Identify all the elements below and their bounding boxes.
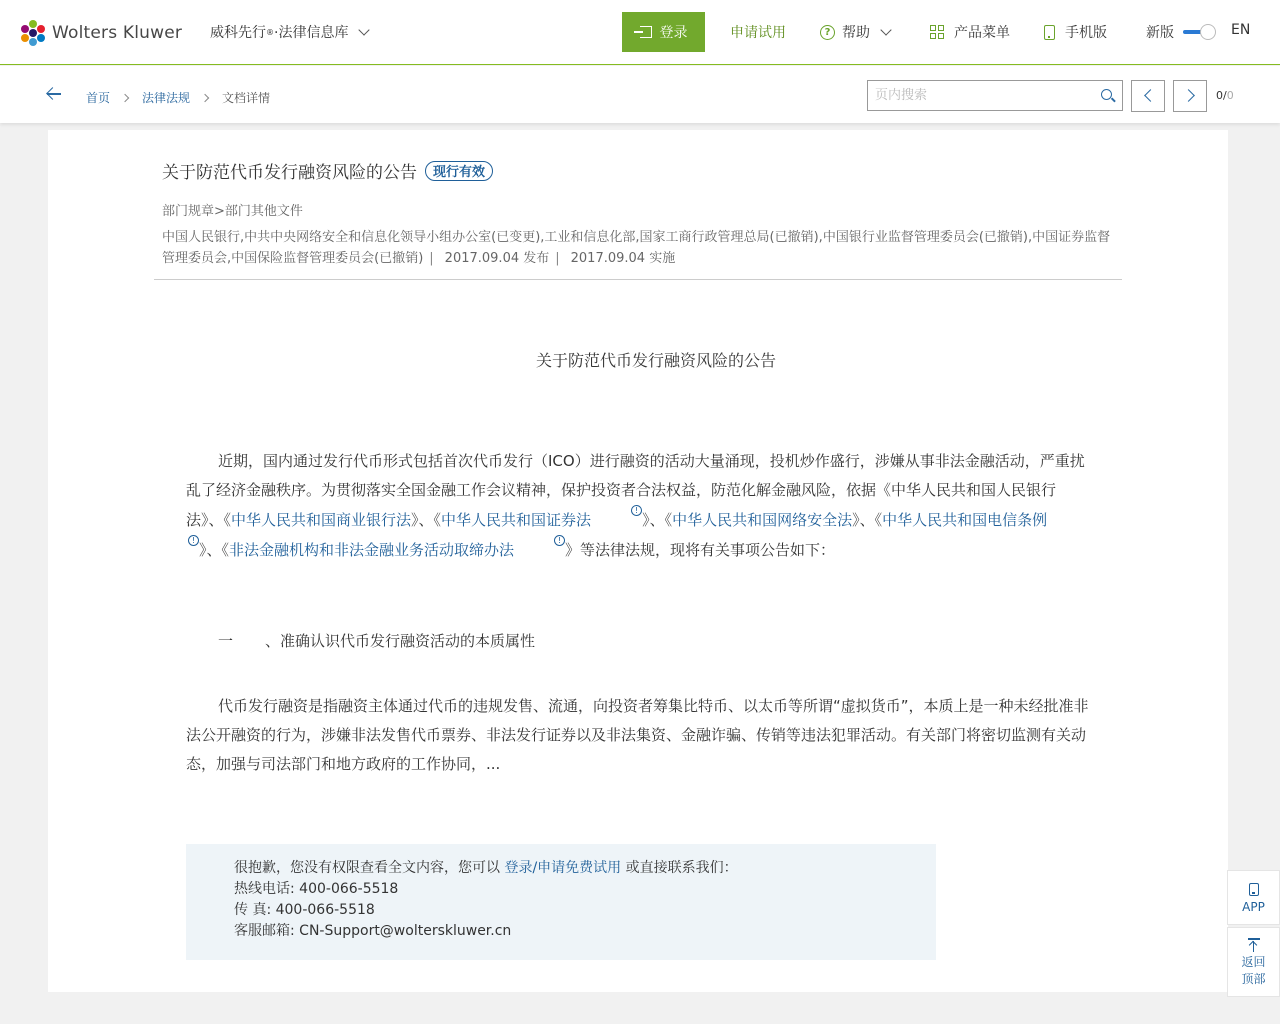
back-to-top-label-2: 顶部 [1241,972,1266,986]
chevron-left-icon [1144,89,1157,102]
support-email: 客服邮箱: CN-Support@wolterskluwer.cn [234,923,512,939]
mobile-version-link[interactable] [1044,22,1107,42]
body-paragraph-1: 近期，国内通过发行代币形式包括首次代币发行（ICO）进行融资的活动大量涌现，投机炒作盛行，涉嫌从事非法金融活动，严重扰乱了经济金融秩序。为贯彻落实全国金融工作会议精神，保护投资者合法权益，防范化解金融风险，依据《中华人民共和国人民银行法》、《中华人民共和国商业银行法》、《中华人民共和国证券法!》、《中华人民共和国网络安全法》、《中华人民共和国电信条例!》、《非法金融机构和非法金融业务活动取缔办法!》等法律法规，现将有关事项公告如下： [186,452,1085,559]
hotline: 热线电话: 400-066-5518 [234,881,399,897]
law-link-cybersecurity[interactable]: 中华人民共和国网络安全法 [672,511,853,529]
help-menu[interactable] [820,22,890,42]
chevron-right-icon [201,93,209,101]
registered-mark: ® [266,27,274,37]
top-header [0,0,1280,65]
chevron-right-icon [1182,89,1195,102]
section-title: 、准确认识代币发行融资活动的本质属性 [265,632,536,650]
body-paragraph-2: 代币发行融资是指融资主体通过代币的违规发售、流通，向投资者筹集比特币、以太币等所谓“虚拟货币”，本质上是一种未经批准非法公开融资的行为，涉嫌非法发售代币票券、非法发行证券以及非法集资、金融诈骗、传销等违法犯罪活动。有关部门将密切监测有关动态，加强与司法部门和地方政府的工作协同，... [186,697,1089,773]
previous-match-button[interactable] [1131,80,1165,112]
login-label: 登录 [659,25,688,41]
app-icon [1249,883,1259,896]
publish-date: 2017.09.04 发布 [444,251,550,266]
match-counter: 0/0 [1216,89,1234,102]
logo-icon [20,20,46,46]
help-label: 帮助 [842,25,870,41]
apply-trial-label: 申请试用 [730,25,786,41]
chevron-right-icon [121,93,129,101]
law-link-commercial-bank[interactable]: 中华人民共和国商业银行法 [231,511,412,529]
app-label: APP [1242,900,1265,914]
product-name: 威科先行 [210,25,266,41]
back-to-top-button[interactable] [1227,927,1280,997]
next-match-button[interactable] [1173,80,1207,112]
help-icon: ? [820,25,835,40]
in-page-search [867,80,1123,111]
product-menu-label: 产品菜单 [954,25,1010,41]
login-button[interactable] [622,12,705,52]
fax: 传 真: 400-066-5518 [234,902,375,918]
document-title-text: 关于防范代币发行融资风险的公告 [162,163,417,183]
product-menu[interactable] [930,22,1010,42]
language-switch[interactable]: EN [1231,22,1251,38]
access-notice [186,844,936,960]
in-page-search-input[interactable] [868,81,1088,110]
section-number: 一 [218,632,234,650]
document-panel [48,130,1228,992]
apply-trial-link[interactable] [730,22,786,42]
document-meta: 中国人民银行,中共中央网络安全和信息化领导小组办公室(已变更),工业和信息化部,国家工商行政管理总局(已撤销),中国银行业监督管理委员会(已撤销),中国证券监督管理委员会,中国保险监督管理委员会(已撤销) | 2017.09.04 发布 | 2017.09.04 实施 [162,230,1111,266]
divider [154,279,1122,280]
footnote-icon[interactable]: ! [188,535,199,546]
wolters-kluwer-logo[interactable] [20,20,182,46]
law-link-securities[interactable]: 中华人民共和国证券法 [441,511,592,529]
toggle-knob [1200,24,1216,40]
effective-date: 2017.09.04 实施 [570,251,676,266]
footnote-icon[interactable]: ! [631,505,642,516]
breadcrumb [86,89,270,106]
login-icon [640,26,652,38]
back-arrow-icon[interactable] [45,86,63,102]
notice-line-1: 很抱歉，您没有权限查看全文内容，您可以 登录/申请免费试用 或直接联系我们： [234,860,738,876]
breadcrumb-bar [0,66,1280,123]
search-icon[interactable] [1101,89,1112,100]
new-version-label: 新版 [1146,25,1174,41]
status-badge: 现行有效 [425,161,493,181]
login-trial-link[interactable]: 登录/申请免费试用 [504,860,622,876]
back-to-top-label-1: 返回 [1241,955,1266,969]
new-version-toggle[interactable] [1183,24,1216,40]
law-link-illegal-finance[interactable]: 非法金融机构和非法金融业务活动取缔办法 [229,541,515,559]
arrow-up-icon [1248,938,1260,952]
product-switcher[interactable] [210,22,368,42]
law-link-telecom[interactable]: 中华人民共和国电信条例 [882,511,1048,529]
breadcrumb-current: 文档详情 [222,91,271,105]
chevron-down-icon [359,24,370,35]
product-suffix: ·法律信息库 [274,25,349,41]
mobile-label: 手机版 [1065,25,1107,41]
chevron-down-icon [880,24,891,35]
breadcrumb-home[interactable]: 首页 [86,91,111,105]
grid-icon [930,25,944,39]
document-issuers: 中国人民银行,中共中央网络安全和信息化领导小组办公室(已变更),工业和信息化部,国家工商行政管理总局(已撤销),中国银行业监督管理委员会(已撤销),中国证券监督管理委员会,中国保险监督管理委员会(已撤销) [162,230,1111,266]
phone-icon [1044,25,1055,40]
breadcrumb-laws[interactable]: 法律法规 [142,91,191,105]
brand-name: Wolters Kluwer [52,23,183,43]
app-download-button[interactable] [1227,870,1280,925]
document-category: 部门规章>部门其他文件 [162,204,303,219]
body-title: 关于防范代币发行融资风险的公告 [535,351,776,370]
footnote-icon[interactable]: ! [554,535,565,546]
document-title [162,158,493,183]
section-heading-1 [218,630,535,651]
